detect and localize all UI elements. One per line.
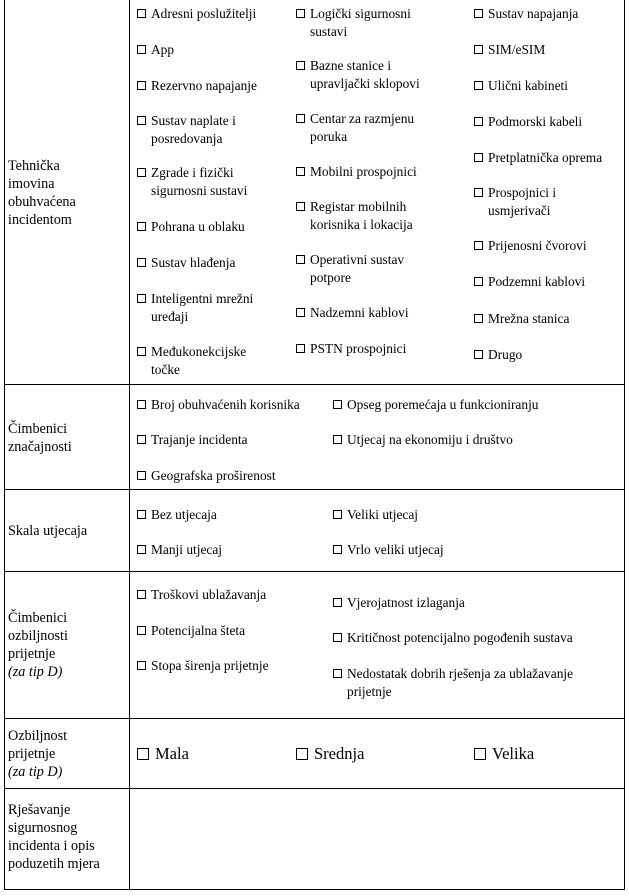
checkbox-icon[interactable] [333,669,342,678]
checkbox-option[interactable]: Utjecaj na ekonomiju i društvo [333,431,513,449]
checkbox-icon[interactable] [137,400,146,409]
row-divider [4,718,625,719]
checkbox-option[interactable]: Bazne stanice i upravljački sklopovi [296,57,420,92]
checkbox-icon[interactable] [333,545,342,554]
checkbox-option[interactable]: Stopa širenja prijetnje [137,657,269,675]
checkbox-option[interactable]: Međukonekcijske točke [137,343,246,378]
checkbox-option[interactable]: SIM/eSIM [474,41,545,59]
checkbox-icon[interactable] [137,661,146,670]
checkbox-icon[interactable] [137,510,146,519]
checkbox-option[interactable]: Pretplatnička oprema [474,149,602,167]
checkbox-icon[interactable] [333,400,342,409]
checkbox-option[interactable]: Mrežna stanica [474,310,569,328]
row-divider [4,788,625,789]
checkbox-icon[interactable] [474,350,483,359]
checkbox-icon[interactable] [296,114,305,123]
checkbox-option[interactable]: Centar za razmjenu poruka [296,110,414,145]
checkbox-icon[interactable] [137,45,146,54]
checkbox-icon[interactable] [474,81,483,90]
threat-factors-label-note: (za tip D) [8,664,63,680]
checkbox-icon[interactable] [474,188,483,197]
table-right-border [624,0,625,890]
resolution-text-area[interactable] [131,790,623,888]
checkbox-option[interactable]: Sustav naplate i posredovanja [137,112,236,147]
checkbox-option[interactable]: Mobilni prospojnici [296,163,417,181]
checkbox-option[interactable]: Potencijalna šteta [137,622,245,640]
checkbox-option[interactable]: Veliki utjecaj [333,506,418,524]
checkbox-icon[interactable] [474,241,483,250]
checkbox-option[interactable]: Vjerojatnost izlaganja [333,594,465,612]
checkbox-option[interactable]: Zgrade i fizički sigurnosni sustavi [137,164,247,199]
checkbox-option[interactable]: Pohrana u oblaku [137,218,245,236]
checkbox-icon[interactable] [137,347,146,356]
checkbox-icon[interactable] [296,308,305,317]
checkbox-option[interactable]: Operativni sustav potpore [296,251,404,286]
checkbox-option[interactable]: Sustav hlađenja [137,254,235,272]
threat-factors-label-text: Čimbenici ozbiljnosti prijetnje [8,610,68,662]
table-bottom-border [4,889,625,890]
checkbox-option[interactable]: Vrlo veliki utjecaj [333,541,444,559]
checkbox-option[interactable]: Nedostatak dobrih rješenja za ublažavanje prijetnje [333,665,573,700]
row-divider [4,571,625,572]
checkbox-icon[interactable] [474,277,483,286]
checkbox-icon[interactable] [296,255,305,264]
checkbox-option[interactable]: PSTN prospojnici [296,340,406,358]
checkbox-option[interactable]: Geografska proširenost [137,467,276,485]
checkbox-option[interactable]: Adresni poslužitelji [137,5,256,23]
checkbox-icon[interactable] [296,61,305,70]
checkbox-option[interactable]: Troškovi ublažavanja [137,586,266,604]
checkbox-option[interactable]: Podmorski kabeli [474,113,582,131]
impact-label: Skala utjecaja [8,523,88,539]
checkbox-option[interactable]: Rezervno napajanje [137,77,257,95]
checkbox-icon[interactable] [137,471,146,480]
checkbox-icon[interactable] [137,626,146,635]
severity-option-medium[interactable]: Srednja [296,744,364,764]
checkbox-option[interactable]: Inteligentni mrežni uređaji [137,290,253,325]
checkbox-icon[interactable] [333,510,342,519]
resolution-label: Rješavanje sigurnosnog incidenta i opis poduzetih mjera [8,802,100,872]
checkbox-option[interactable]: Prijenosni čvorovi [474,237,587,255]
checkbox-icon[interactable] [137,222,146,231]
checkbox-option[interactable]: Nadzemni kablovi [296,304,409,322]
checkbox-icon[interactable] [137,435,146,444]
checkbox-icon[interactable] [137,294,146,303]
checkbox-option[interactable]: Bez utjecaja [137,506,217,524]
checkbox-option[interactable]: Ulični kabineti [474,77,568,95]
checkbox-icon[interactable] [296,9,305,18]
checkbox-icon[interactable] [296,202,305,211]
severity-option-low[interactable]: Mala [137,744,189,764]
column-divider [129,0,130,890]
checkbox-icon[interactable] [137,545,146,554]
threat-severity-label-text: Ozbiljnost prijetnje [8,728,68,762]
significance-label: Čimbenici značajnosti [8,421,72,455]
checkbox-icon[interactable] [137,81,146,90]
checkbox-option[interactable]: Sustav napajanja [474,5,578,23]
checkbox-icon[interactable] [474,314,483,323]
checkbox-icon[interactable] [474,9,483,18]
checkbox-icon[interactable] [296,167,305,176]
checkbox-option[interactable]: Drugo [474,346,522,364]
threat-severity-label-note: (za tip D) [8,764,63,780]
checkbox-option[interactable]: Broj obuhvaćenih korisnika [137,396,300,414]
checkbox-option[interactable]: Manji utjecaj [137,541,222,559]
row-divider [4,489,625,490]
table-left-border [4,0,5,890]
assets-label: Tehnička imovina obuhvaćena incidentom [8,158,76,228]
checkbox-option[interactable]: Podzemni kablovi [474,273,585,291]
checkbox-option[interactable]: Prospojnici i usmjerivači [474,184,556,219]
checkbox-icon[interactable] [137,9,146,18]
checkbox-icon[interactable] [474,153,483,162]
checkbox-icon[interactable] [474,748,486,760]
checkbox-option[interactable]: Logički sigurnosni sustavi [296,5,411,40]
checkbox-icon[interactable] [137,258,146,267]
checkbox-option[interactable]: Opseg poremećaja u funkcioniranju [333,396,539,414]
checkbox-option[interactable]: Kritičnost potencijalno pogođenih sustava [333,629,573,647]
checkbox-option[interactable]: Trajanje incidenta [137,431,248,449]
threat-severity-label [8,727,124,781]
checkbox-icon[interactable] [137,116,146,125]
checkbox-icon[interactable] [333,633,342,642]
checkbox-icon[interactable] [137,748,149,760]
checkbox-icon[interactable] [137,590,146,599]
checkbox-option[interactable]: Registar mobilnih korisnika i lokacija [296,198,413,233]
checkbox-icon[interactable] [333,435,342,444]
checkbox-icon[interactable] [474,117,483,126]
row-divider [4,384,625,385]
checkbox-icon[interactable] [137,168,146,177]
severity-option-high[interactable]: Velika [474,744,534,764]
checkbox-icon[interactable] [296,344,305,353]
checkbox-icon[interactable] [333,598,342,607]
checkbox-icon[interactable] [474,45,483,54]
checkbox-icon[interactable] [296,748,308,760]
threat-factors-label [8,609,124,681]
checkbox-option[interactable]: App [137,41,174,59]
